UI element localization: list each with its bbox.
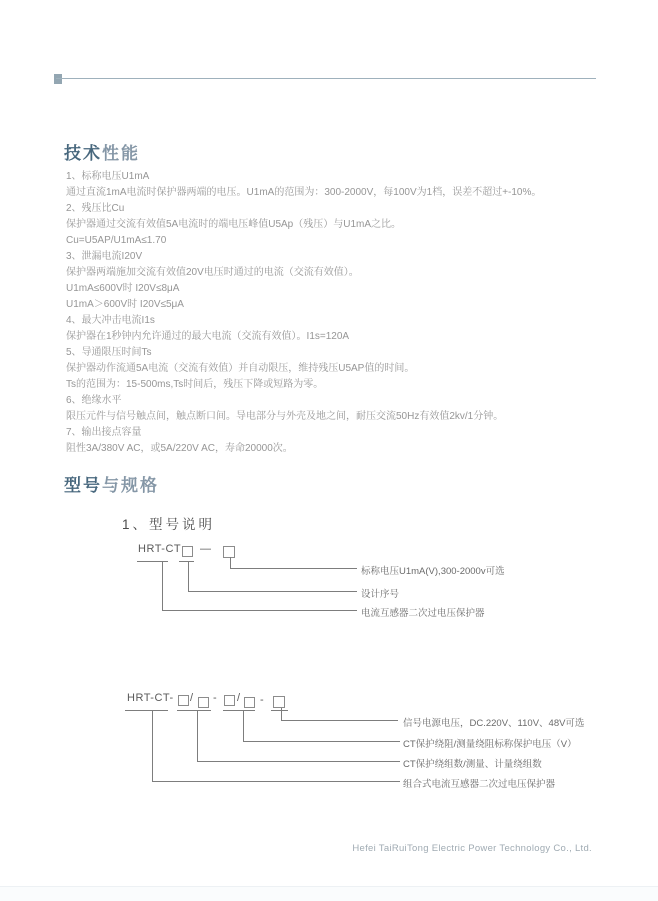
tech-line: 限压元件与信号触点间，触点断口间。导电部分与外壳及地之间，耐压交流50Hz有效值2kv/1分钟。 (66, 411, 504, 422)
tech-line: 3、泄漏电流I20V (66, 251, 143, 262)
diagram-label: 信号电源电压，DC.220V、110V、48V可选 (403, 718, 585, 729)
tech-line: 阻性3A/380V AC，或5A/220V AC，寿命20000次。 (66, 443, 293, 454)
tech-line: 7、输出接点容量 (66, 427, 142, 438)
tech-lines-block (66, 169, 626, 457)
tech-line: 保护器动作流通5A电流（交流有效值）并自动限压，维持残压U5AP值的时间。 (66, 363, 415, 374)
bottom-bar (0, 886, 658, 901)
connector-line (243, 741, 400, 742)
connector-line (281, 708, 282, 720)
model-code-prefix: HRT-CT (138, 543, 182, 555)
model-code-box (182, 546, 193, 557)
model-code-box (224, 695, 235, 706)
header-rule-marker-icon (54, 74, 62, 84)
underline-mark (179, 561, 194, 562)
tech-line: U1mA＞600V时 I20V≤5μA (66, 299, 184, 310)
header-rule-line (56, 78, 596, 79)
connector-line (188, 561, 189, 591)
model-section-heading (64, 471, 159, 496)
tech-line: 4、最大冲击电流I1s (66, 315, 155, 326)
footer-company-name: Hefei TaiRuiTong Electric Power Technology Co., Ltd. (352, 843, 592, 854)
tech-line: Cu=U5AP/U1mA≤1.70 (66, 235, 167, 246)
diagram-label: 组合式电流互感器二次过电压保护器 (403, 779, 556, 790)
model-code-dash: — (200, 543, 212, 555)
tech-line: 2、残压比Cu (66, 203, 125, 214)
tech-line: 1、标称电压U1mA (66, 171, 150, 182)
model-code-dash: - (260, 694, 265, 706)
diagram-label: 设计序号 (361, 589, 400, 600)
underline-mark (271, 710, 288, 711)
model-code-box (178, 695, 189, 706)
diagram-label: CT保护绕阻/测量绕阻标称保护电压（V） (403, 739, 577, 750)
model-code-prefix: HRT-CT- (127, 692, 174, 704)
underline-mark (177, 710, 211, 711)
connector-line (197, 761, 400, 762)
model-heading-secondary: 与规格 (102, 476, 159, 495)
model-code-dash: - (213, 692, 218, 704)
connector-line (281, 720, 398, 721)
underline-mark (137, 561, 168, 562)
connector-line (162, 610, 357, 611)
tech-heading-secondary: 性能 (102, 144, 140, 163)
connector-line (188, 591, 357, 592)
model-code-box (223, 546, 235, 558)
model-heading-primary: 型号 (64, 476, 102, 495)
tech-line: Ts的范围为：15-500ms,Ts时间后，残压下降或短路为零。 (66, 379, 324, 390)
tech-line: 保护器在1秒钟内允许通过的最大电流（交流有效值）。I1s=120A (66, 331, 350, 342)
connector-line (230, 557, 231, 568)
tech-heading-primary: 技术 (64, 144, 102, 163)
tech-section-heading (64, 139, 140, 164)
diagram-label: CT保护绕组数/测量、计量绕组数 (403, 759, 542, 770)
connector-line (197, 711, 198, 761)
tech-line: 6、绝缘水平 (66, 395, 122, 406)
tech-line: 通过直流1mA电流时保护器两端的电压。U1mA的范围为：300-2000V，每100V为1档，误差不超过+-10%。 (66, 187, 542, 198)
tech-line: 保护器两端施加交流有效值20V电压时通过的电流（交流有效值）。 (66, 267, 359, 278)
connector-line (162, 561, 163, 610)
tech-line: 5、导通限压时间Ts (66, 347, 152, 358)
tech-line: 保护器通过交流有效值5A电流时的端电压峰值U5Ap（残压）与U1mA之比。 (66, 219, 402, 230)
connector-line (152, 781, 400, 782)
diagram-label: 电流互感器二次过电压保护器 (361, 608, 485, 619)
model-subheading: 1、型号说明 (122, 517, 216, 532)
connector-line (243, 711, 244, 741)
diagram-label: 标称电压U1mA(V),300-2000v可选 (361, 566, 505, 577)
connector-line (230, 568, 357, 569)
underline-mark (223, 710, 255, 711)
model-code-box (273, 696, 285, 708)
model-code-box (198, 697, 209, 708)
underline-mark (125, 710, 168, 711)
connector-line (152, 711, 153, 781)
tech-line: U1mA≤600V时 I20V≤8μA (66, 283, 180, 294)
model-code-slash: / (190, 692, 194, 704)
model-code-box (244, 697, 255, 708)
model-code-slash: / (237, 692, 241, 704)
